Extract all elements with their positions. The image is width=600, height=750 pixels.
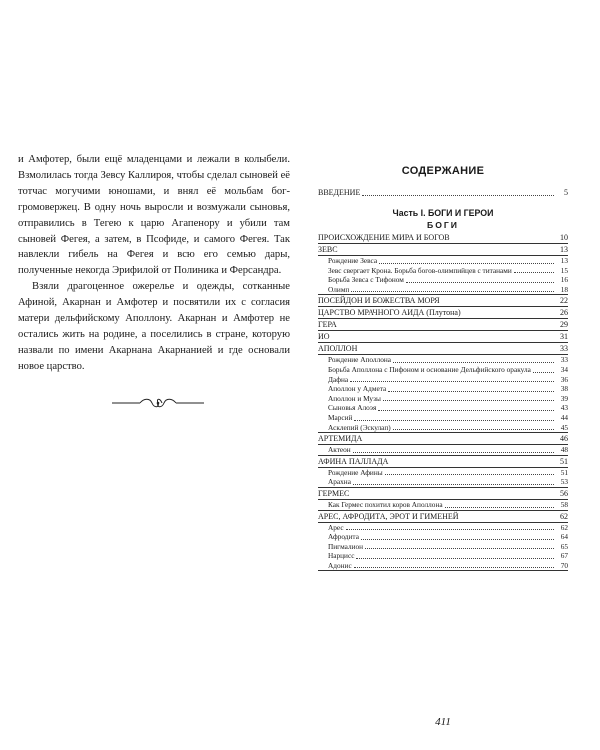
toc-entry-page: 18: [560, 284, 568, 294]
toc-entry-subsection: [318, 523, 568, 533]
toc-entry-subsection: [318, 285, 568, 296]
toc-entry-section: [318, 433, 568, 445]
leader-dots: [393, 362, 554, 363]
toc-entry-page: 15: [560, 265, 568, 275]
leader-dots: [388, 391, 554, 392]
toc-entry-section: [318, 511, 568, 523]
toc-entry-page: 13: [560, 245, 568, 254]
toc-entry-subsection: [318, 365, 568, 375]
toc-entry-page: 46: [560, 434, 568, 444]
toc-entry-page: 53: [560, 477, 568, 487]
leader-dots: [533, 372, 554, 373]
toc-entry-section: [318, 295, 568, 307]
toc-entry-subsection: [318, 394, 568, 404]
toc-intro-row: [318, 187, 568, 198]
toc-entry-label: ПОСЕЙДОН И БОЖЕСТВА МОРЯ: [318, 296, 440, 306]
toc-part-title: Часть I. БОГИ И ГЕРОИ: [392, 208, 494, 218]
toc-entry-page: 44: [560, 412, 568, 422]
toc-entry-page: 67: [560, 551, 568, 561]
toc-entry-label: Рождение Афины: [328, 467, 383, 477]
table-of-contents: [318, 165, 568, 571]
toc-entry-section: [318, 331, 568, 343]
toc-entry-label: Дафна: [328, 374, 349, 384]
toc-entry-label: Марсий: [328, 412, 353, 422]
toc-entry-label: Арес: [328, 522, 344, 532]
toc-entry-subsection: [318, 413, 568, 423]
toc-entry-label: ИО: [318, 332, 330, 342]
toc-entry-label: Рождение Аполлона: [328, 355, 392, 365]
toc-intro-page: 5: [564, 188, 568, 197]
toc-entry-label: Нарцисс: [328, 551, 355, 561]
toc-entry-page: 10: [560, 233, 568, 242]
leader-dots: [350, 381, 554, 382]
leader-dots: [445, 507, 554, 508]
toc-entry-label: Адонис: [328, 560, 352, 570]
toc-entry-subsection: [318, 532, 568, 542]
toc-entry-label: ЦАРСТВО МРАЧНОГО АИДА (Плутона): [318, 308, 461, 318]
leader-dots: [385, 474, 554, 475]
toc-entry-subsection: [318, 384, 568, 394]
toc-entry-label: АРТЕМИДА: [318, 434, 363, 444]
leader-dots: [361, 539, 554, 540]
toc-entry-page: 13: [560, 256, 568, 265]
leader-dots: [354, 420, 554, 421]
leader-dots: [353, 484, 554, 485]
toc-entry-label: ЗЕВС: [318, 245, 338, 254]
leader-dots: [393, 429, 554, 430]
leader-dots: [354, 567, 554, 568]
toc-entry-label: Борьба Зевса с Тифоном: [328, 275, 404, 285]
toc-entry-page: 33: [560, 344, 568, 354]
leader-dots: [353, 452, 554, 453]
leader-dots: [406, 282, 554, 283]
toc-entry-subsection: [318, 355, 568, 365]
toc-entry-page: 64: [560, 532, 568, 542]
toc-entry-page: 34: [560, 364, 568, 374]
toc-entry-label: Арахна: [328, 477, 351, 487]
page-number: 411: [435, 716, 451, 728]
leader-dots: [362, 195, 554, 196]
toc-entry-label: Как Гермес похитил коров Аполлона: [328, 499, 443, 509]
toc-entry-page: 58: [560, 499, 568, 509]
leader-dots: [365, 548, 554, 549]
toc-entry-subsection: [318, 561, 568, 572]
toc-entry-label: ГЕРМЕС: [318, 488, 350, 498]
toc-entry-label: Аполлон и Музы: [328, 393, 381, 403]
toc-entry-page: 22: [560, 296, 568, 306]
toc-entry-section: [318, 456, 568, 468]
leader-dots: [514, 272, 554, 273]
toc-entry-page: 56: [560, 488, 568, 498]
toc-entry-section: [318, 244, 568, 256]
leader-dots: [378, 410, 554, 411]
ornament-divider-icon: [110, 398, 206, 408]
toc-entry-page: 62: [560, 522, 568, 532]
toc-entry-section: [318, 319, 568, 331]
leader-dots: [383, 400, 554, 401]
toc-entry-label: Борьба Аполлона с Пифоном и основание Дельфийского оракула: [328, 364, 531, 374]
toc-entry-page: 48: [560, 445, 568, 455]
toc-entry-page: 70: [560, 560, 568, 570]
toc-entry-label: Асклепий (Эскулап): [328, 422, 391, 432]
toc-intro-label: ВВЕДЕНИЕ: [318, 188, 361, 197]
toc-entry-section: [318, 307, 568, 319]
toc-entry-page: 31: [560, 332, 568, 342]
toc-entry-page: 33: [560, 355, 568, 365]
leader-dots: [346, 529, 554, 530]
toc-entry-label: Актеон: [328, 445, 351, 455]
toc-entry-page: 51: [560, 467, 568, 477]
paragraph-2: Взяли драгоценное ожерелье и одежды, сотканные Афиной, Акарнан и Амфотер и посвятили их с согласия матери дельфийскому Аполлону. Акарнан и Амфотер не остались жить на родине, а поселились в стране, которую назвали по имени Акарнана Акарнанией и где основали новое царство.: [18, 281, 290, 372]
toc-entry-subsection: [318, 275, 568, 285]
toc-entry-page: 62: [560, 511, 568, 521]
toc-entry-subsection: [318, 445, 568, 456]
toc-entry-subsection: [318, 468, 568, 478]
toc-entry-page: 65: [560, 541, 568, 551]
paragraph-1: и Амфотер, были ещё младенцами и лежали в колыбели. Взмолилась тогда Зевсу Каллироя, чтобы сделал сыновей её тотчас могучими юношами, и внял её мольбам бог-громовержец. В одну ночь выросли и возмужали сыновья, отправились в Тегею к царю Агапенору и убили там сыновей Фегея, а затем, в Псофиде, и самого Фегея. Так навлекли гибель на Фегея и всю его семью дары, полученные некогда Эрифилой от Полиника и Ферсандра.: [18, 154, 290, 277]
toc-entry-subsection: [318, 551, 568, 561]
toc-entry-subsection: [318, 500, 568, 511]
toc-entry-label: Рождение Зевса: [328, 256, 378, 265]
toc-title: СОДЕРЖАНИЕ: [401, 165, 485, 177]
toc-entry-subsection: [318, 542, 568, 552]
toc-section-title: БОГИ: [427, 220, 459, 230]
leader-dots: [351, 291, 554, 292]
toc-entry-label: АРЕС, АФРОДИТА, ЭРОТ И ГИМЕНЕЙ: [318, 511, 459, 521]
toc-entry-page: 38: [560, 384, 568, 394]
toc-entry-subsection: [318, 477, 568, 488]
toc-entry-page: 26: [560, 308, 568, 318]
toc-entry-section: [318, 488, 568, 500]
toc-entry-subsection: [318, 266, 568, 276]
left-page-text: [18, 152, 290, 375]
toc-entry-label: Аполлон у Адмета: [328, 384, 387, 394]
toc-entry-label: Пигмалион: [328, 541, 364, 551]
toc-entry-label: АФИНА ПАЛЛАДА: [318, 456, 389, 466]
toc-entry-label: ПРОИСХОЖДЕНИЕ МИРА И БОГОВ: [318, 233, 450, 242]
toc-entry-page: 43: [560, 403, 568, 413]
toc-entry-subsection: [318, 256, 568, 266]
toc-entry-page: 29: [560, 320, 568, 330]
toc-entry-subsection: [318, 403, 568, 413]
toc-entry-section: [318, 343, 568, 355]
toc-list: [318, 232, 568, 571]
toc-entry-page: 36: [560, 374, 568, 384]
toc-entry-label: ГЕРА: [318, 320, 337, 330]
toc-entry-section: [318, 232, 568, 244]
toc-entry-page: 39: [560, 393, 568, 403]
toc-entry-label: Афродита: [328, 532, 359, 542]
toc-entry-label: Олимп: [328, 284, 350, 294]
toc-entry-label: Сыновья Алоэя: [328, 403, 377, 413]
toc-entry-subsection: [318, 423, 568, 434]
toc-entry-page: 45: [560, 422, 568, 432]
toc-entry-page: 16: [560, 275, 568, 285]
toc-entry-subsection: [318, 375, 568, 385]
toc-entry-label: Зевс свергает Крона. Борьба богов-олимпийцев с титанами: [328, 265, 512, 275]
leader-dots: [356, 558, 554, 559]
leader-dots: [379, 263, 554, 264]
toc-entry-page: 51: [560, 456, 568, 466]
toc-entry-label: АПОЛЛОН: [318, 344, 358, 354]
